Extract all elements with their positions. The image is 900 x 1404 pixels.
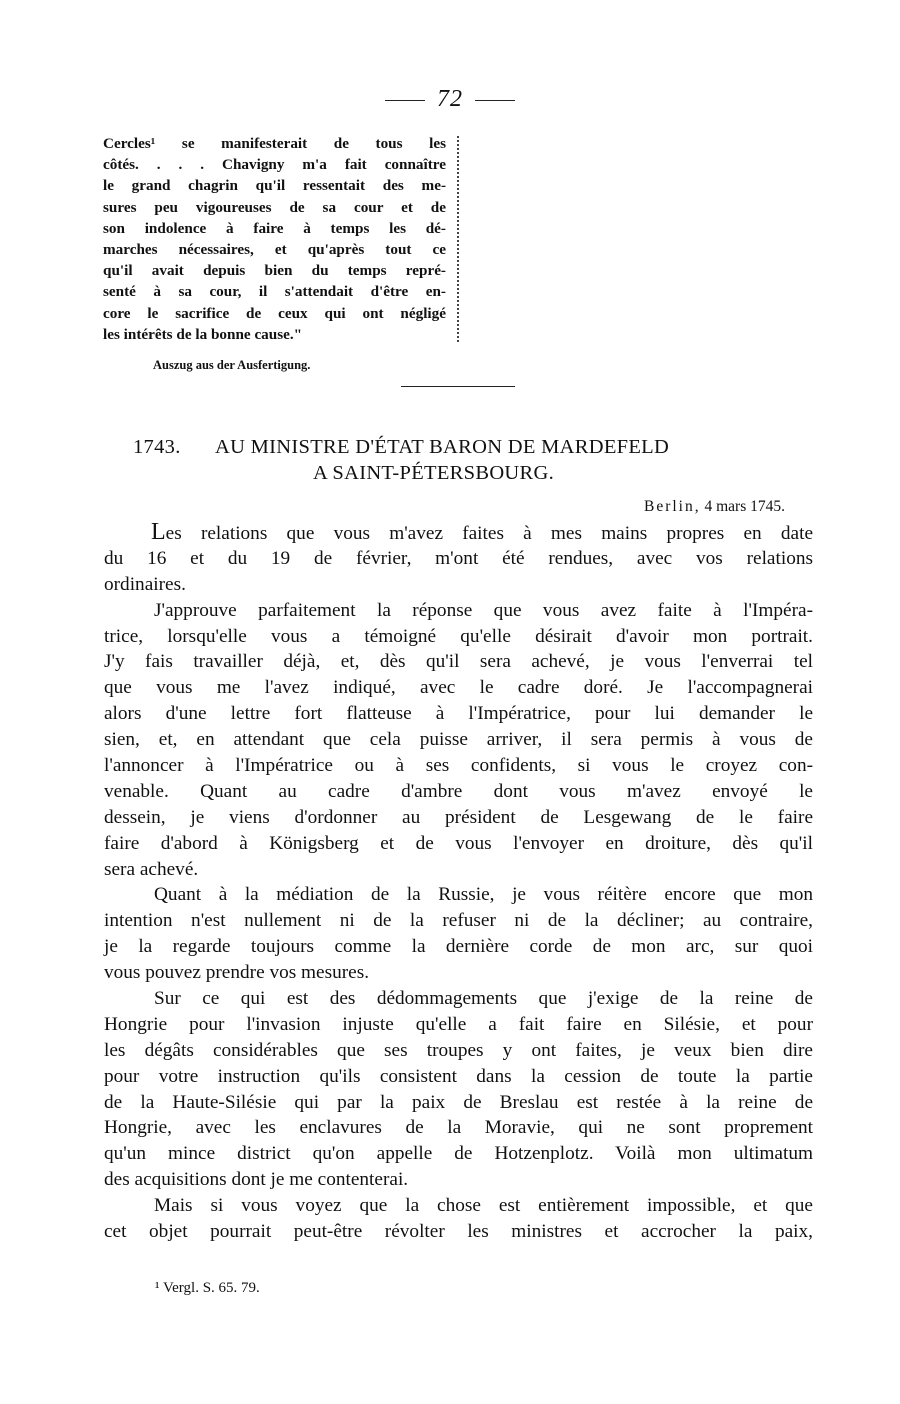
body-line: pour votre instruction qu'ils consistent dans la cession de toute la partie [104,1065,813,1087]
dateline-date: 4 mars 1745. [704,498,785,515]
quote-line: son indolence à faire à temps les dé- [103,219,446,237]
body-line: je la regarde toujours comme la dernière corde de mon arc, sur quoi [104,936,813,958]
dateline [0,498,785,516]
page-number [0,86,900,113]
body-line: qu'un mince district qu'on appelle de Hotzenplotz. Voilà mon ultimatum [104,1143,813,1165]
body-line: venable. Quant au cadre d'ambre dont vous m'avez envoyé le [104,780,813,802]
quote-line: côtés. . . . Chavigny m'a fait connaître [103,156,446,174]
dotted-margin-rule [457,136,459,342]
letter-body [104,520,813,1245]
body-line [104,520,813,546]
body-line: que vous me l'avez indiqué, avec le cadre doré. Je l'accompagnerai [104,677,813,699]
body-line: Sur ce qui est des dédommagements que j'exige de la reine de [154,988,813,1010]
body-line: trice, lorsqu'elle vous a témoigné qu'elle désirait d'avoir mon portrait. [104,625,813,647]
quote-line: le grand chagrin qu'il ressentait des me- [103,177,446,195]
quote-line: core le sacrifice de ceux qui ont négligé [103,304,446,322]
quote-line: senté à sa cour, il s'attendait d'être en- [103,283,446,301]
body-line: des acquisitions dont je me contenterai. [104,1169,409,1191]
body-line: Quant à la médiation de la Russie, je vous réitère encore que mon [154,884,813,906]
body-line: J'y fais travailler déjà, et, dès qu'il sera achevé, je vous l'enverrai tel [104,651,813,673]
body-line: Mais si vous voyez que la chose est entièrement impossible, et que [154,1195,813,1217]
page-number-value: 72 [437,86,463,112]
previous-letter-quote [103,133,446,345]
body-line: alors d'une lettre fort flatteuse à l'Impératrice, pour lui demander le [104,703,813,725]
body-line: les dégâts considérables que ses troupes y ont faites, je veux bien dire [104,1039,813,1061]
source-note: Auszug aus der Ausfertigung. [153,358,311,372]
body-line: de la Haute-Silésie qui par la paix de Breslau est restée à la reine de [104,1091,813,1113]
footnote: ¹ Vergl. S. 65. 79. [155,1280,260,1296]
letter-number: 1743. [133,436,181,458]
body-line: sera achevé. [104,858,199,880]
body-line: ordinaires. [104,573,186,595]
body-line: dessein, je viens d'ordonner au président de Lesgewang de le faire [104,806,813,828]
body-line: l'annoncer à l'Impératrice ou à ses confidents, si vous le croyez con- [104,755,813,777]
page-number-dash-left [385,100,425,101]
quote-line: Cercles¹ se manifesterait de tous les [103,135,446,152]
body-line: sien, et, en attendant que cela puisse arriver, il sera permis à vous de [104,729,813,751]
body-line: vous pouvez prendre vos mesures. [104,962,370,984]
body-line-text: es relations que vous m'avez faites à mes mains propres en date [165,523,813,544]
quote-line: sures peu vigoureuses de sa cour et de [103,198,446,216]
separator-rule [401,386,515,387]
quote-line: qu'il avait depuis bien du temps repré- [103,262,446,280]
body-line: cet objet pourrait peut-être révolter les ministres et accrocher la paix, [104,1221,813,1243]
body-line: Hongrie pour l'invasion injuste qu'elle a fait faire en Silésie, et pour [104,1013,813,1035]
body-line: Hongrie, avec les enclavures de la Moravie, qui ne sont proprement [104,1117,813,1139]
page-number-dash-right [475,100,515,101]
quote-line: marches nécessaires, et qu'après tout ce [103,240,446,258]
letter-title-line1: AU MINISTRE D'ÉTAT BARON DE MARDEFELD [215,436,670,458]
letter-title-line2: A SAINT-PÉTERSBOURG. [313,462,555,484]
initial-letter: L [151,519,166,545]
body-line: faire d'abord à Königsberg et de vous l'envoyer en droiture, dès qu'il [104,832,813,854]
body-line: intention n'est nullement ni de la refuser ni de la décliner; au contraire, [104,910,813,932]
body-line: J'approuve parfaitement la réponse que vous avez faite à l'Impéra- [154,599,813,621]
dateline-place: Berlin, [643,498,701,515]
quote-line: les intérêts de la bonne cause." [103,325,303,343]
body-line: du 16 et du 19 de février, m'ont été rendues, avec vos relations [104,547,813,569]
